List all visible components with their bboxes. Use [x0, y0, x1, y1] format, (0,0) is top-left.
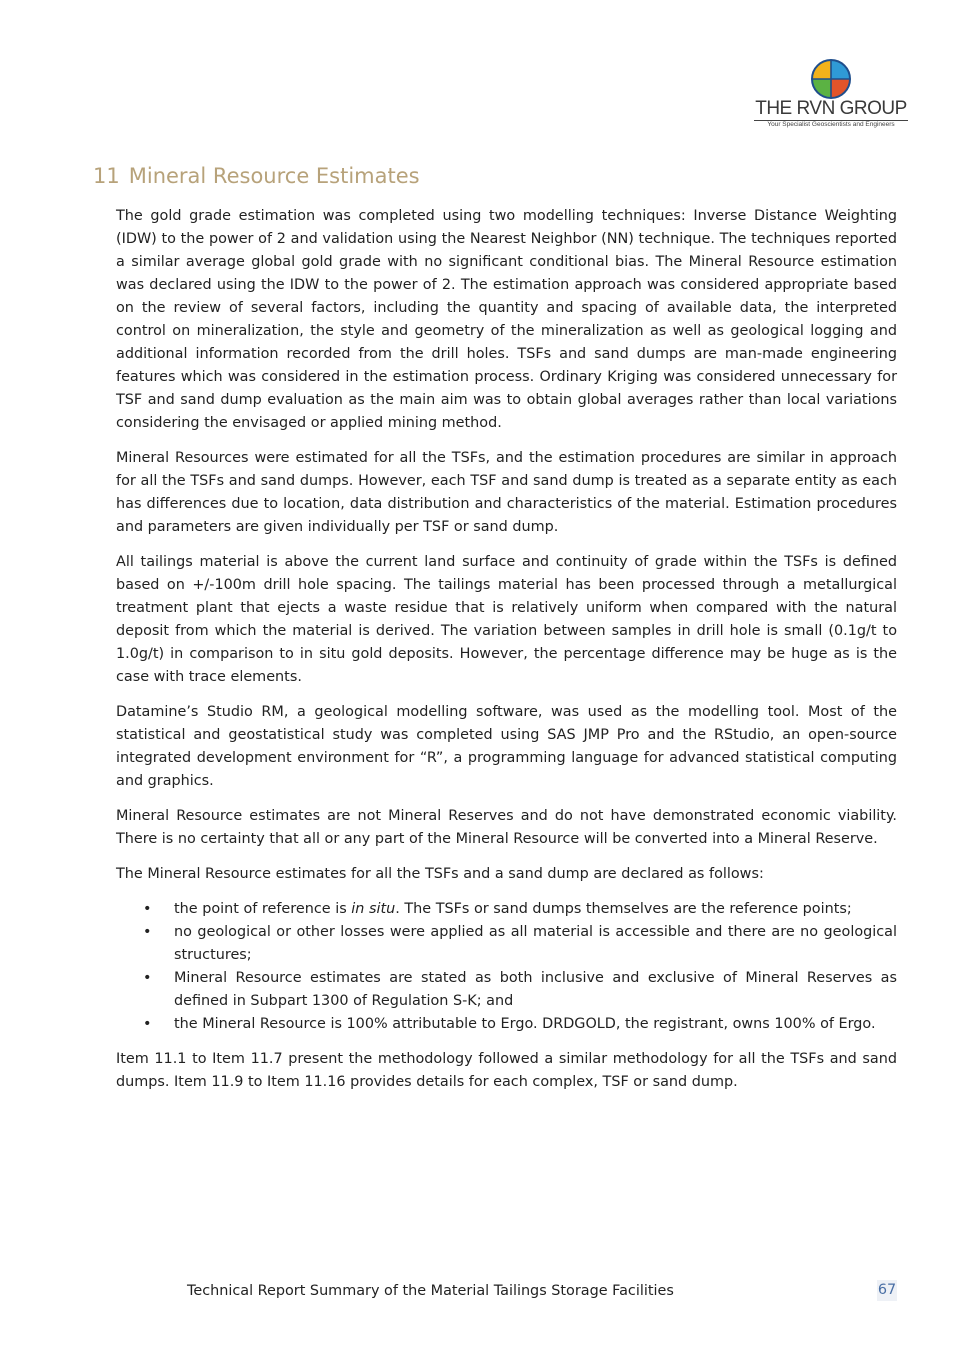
bullet-icon: • [143, 970, 152, 986]
paragraph-software: Datamine’s Studio RM, a geological modelling software, was used as the modelling tool. Most of the statistical and geostatistical study was completed using SAS JMP Pro and the RStudio, an open-source integrated development environment for “R”, a programming language for advanced statistical computing and graphics. [116, 704, 897, 789]
paragraph-resources-estimated: Mineral Resources were estimated for all the TSFs, and the estimation procedures are similar in approach for all the TSFs and sand dumps. However, each TSF and sand dump is treated as a separate entity as each has differences due to location, data distribution and characteristics of the material. Estimation procedures and parameters are given individually per TSF or sand dump. [116, 450, 897, 535]
page-number: 67 [877, 1280, 897, 1301]
section-number: 11 [93, 164, 120, 188]
paragraph-disclaimer: Mineral Resource estimates are not Mineral Reserves and do not have demonstrated economic viability. There is no certainty that all or any part of the Mineral Resource will be converted into a Mineral Reserve. [116, 808, 897, 847]
list-item: • Mineral Resource estimates are stated as both inclusive and exclusive of Mineral Reserves as defined in Subpart 1300 of Regulation S-K; and [116, 967, 897, 1013]
declaration-list [116, 898, 897, 1036]
list-item: • the Mineral Resource is 100% attributable to Ergo. DRDGOLD, the registrant, owns 100% of Ergo. [116, 1013, 897, 1036]
footer-report-title: Technical Report Summary of the Material Tailings Storage Facilities [187, 1283, 674, 1299]
paragraph-declaration-intro: The Mineral Resource estimates for all the TSFs and a sand dump are declared as follows: [116, 866, 764, 882]
logo-wordmark: THE RVN GROUP [755, 98, 907, 119]
bullet-icon: • [143, 924, 152, 940]
section-title: Mineral Resource Estimates [128, 164, 420, 188]
bullet-icon: • [143, 901, 152, 917]
list-item: • no geological or other losses were applied as all material is accessible and there are no geological structures; [116, 921, 897, 967]
paragraph-estimation-techniques: The gold grade estimation was completed using two modelling techniques: Inverse Distance Weighting (IDW) to the power of 2 and validation using the Nearest Neighbor (NN) technique. The techniques reported a similar average global gold grade with no significant conditional bias. The Mineral Resource estimation was declared using the IDW to the power of 2. The estimation approach was considered appropriate based on the review of several factors, including the quantity and spacing of available data, the interpreted control on mineralization, the style and geometry of the mineralization as well as geological logging and additional information recorded from the drill holes. TSFs and sand dumps are man-made engineering features which was considered in the estimation process. Ordinary Kriging was considered unnecessary for TSF and sand dump evaluation as the main aim was to obtain global averages rather than local variations considering the envisaged or applied mining method. [116, 208, 897, 431]
rvn-pie-logo-icon [810, 58, 852, 100]
logo-tagline: Your Specialist Geoscientists and Engineers [767, 121, 895, 128]
bullet-icon: • [143, 1016, 152, 1032]
paragraph-closing: Item 11.1 to Item 11.7 present the methodology followed a similar methodology for all the TSFs and sand dumps. Item 11.9 to Item 11.16 provides details for each complex, TSF or sand dump. [116, 1051, 897, 1090]
list-item: • the point of reference is in situ. The TSFs or sand dumps themselves are the reference points; [116, 898, 897, 921]
section-body [116, 205, 897, 1106]
paragraph-tailings-material: All tailings material is above the current land surface and continuity of grade within the TSFs is defined based on +/-100m drill hole spacing. The tailings material has been processed through a metallurgical treatment plant that ejects a waste residue that is relatively uniform when compared with the natural deposit from which the material is derived. The variation between samples in drill hole is small (0.1g/t to 1.0g/t) in comparison to in situ gold deposits. However, the percentage difference may be huge as is the case with trace elements. [116, 554, 897, 685]
section-heading [93, 162, 420, 190]
company-logo [752, 58, 910, 132]
